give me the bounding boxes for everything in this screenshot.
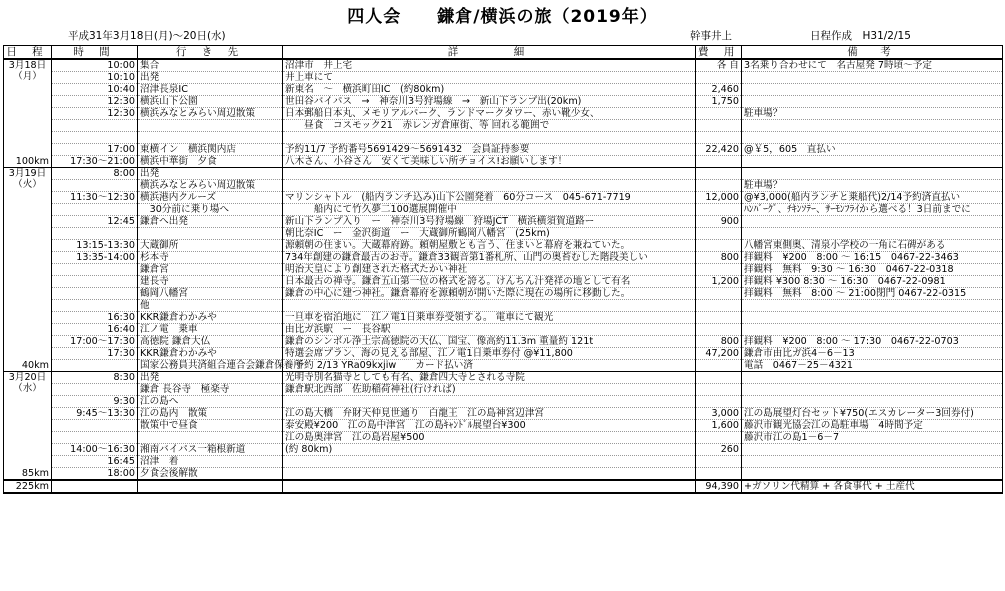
place-cell: 湘南バイパス一箱根新道: [138, 443, 283, 455]
cost-cell: [696, 72, 742, 84]
schedule-row: [4, 359, 1003, 371]
note-cell: [742, 299, 1003, 311]
time-cell: 10:40: [52, 84, 138, 96]
total-cost: 94,390: [696, 480, 742, 493]
time-cell: [52, 275, 138, 287]
place-cell: KKR鎌倉わかみや: [138, 347, 283, 359]
day-date: 3月19日: [8, 167, 47, 179]
schedule-row: [4, 155, 1003, 167]
cost-cell: [696, 203, 742, 215]
time-cell: [52, 179, 138, 191]
time-cell: 10:00: [52, 59, 138, 72]
schedule-row: [4, 347, 1003, 359]
cost-cell: [696, 227, 742, 239]
place-cell: 江ノ電 乗車: [138, 323, 283, 335]
time-cell: 17:30～21:00: [52, 155, 138, 167]
place-cell: 大蔵御所: [138, 239, 283, 251]
note-cell: 江の島展望灯台セット¥750(エスカレーター3回券付): [742, 407, 1003, 419]
schedule-row: [4, 167, 1003, 179]
total-note: +ガソリン代精算 + 各食事代 + 土産代: [742, 480, 1003, 493]
place-cell: 出発: [138, 167, 283, 179]
time-cell: 17:00: [52, 143, 138, 155]
detail-cell: 井上車にて: [283, 72, 696, 84]
document-title: 四人会 鎌倉/横浜の旅（2019年）: [347, 7, 658, 27]
note-cell: [742, 455, 1003, 467]
time-cell: 17:00～17:30: [52, 335, 138, 347]
schedule-row: [4, 251, 1003, 263]
schedule-row: [4, 467, 1003, 480]
time-cell: [52, 383, 138, 395]
time-cell: [52, 287, 138, 299]
detail-cell: 一旦車を宿泊地に 江ノ電1日乗車券受領する。 電車にて観光: [283, 311, 696, 323]
schedule-row: [4, 120, 1003, 132]
detail-cell: 日本最古の禅寺。鎌倉五山第一位の格式を誇る。けんちん汁発祥の地として有名: [283, 275, 696, 287]
note-cell: [742, 120, 1003, 132]
cost-cell: [696, 455, 742, 467]
cost-cell: [696, 395, 742, 407]
detail-cell: 沼津市 井上宅: [283, 59, 696, 72]
day-date: 3月18日: [8, 60, 47, 71]
detail-cell: 新東名 ～ 横浜町田IC (約80km): [283, 84, 696, 96]
cost-cell: 2,460: [696, 84, 742, 96]
detail-cell: 光明寺別名猫寺としても有名、鎌倉四大寺とされる寺院: [283, 371, 696, 383]
time-cell: [52, 299, 138, 311]
time-cell: 12:30: [52, 108, 138, 120]
time-cell: [52, 419, 138, 431]
note-cell: [742, 215, 1003, 227]
cost-cell: [696, 120, 742, 132]
schedule-row: [4, 311, 1003, 323]
detail-cell: 明治天皇により創建された格式たかい神社: [283, 263, 696, 275]
schedule-row: [4, 407, 1003, 419]
time-cell: [52, 431, 138, 443]
schedule-row: [4, 323, 1003, 335]
day-cell: [4, 59, 52, 167]
cost-cell: [696, 359, 742, 371]
place-cell: 横浜みなとみらい周辺散策: [138, 179, 283, 191]
place-cell: 出発: [138, 72, 283, 84]
time-cell: 9:30: [52, 395, 138, 407]
time-cell: 16:45: [52, 455, 138, 467]
time-cell: 16:30: [52, 311, 138, 323]
time-cell: 8:00: [52, 167, 138, 179]
created-date: 日程作成 H31/2/15: [810, 30, 911, 42]
time-cell: 16:40: [52, 323, 138, 335]
total-row: [4, 480, 1003, 493]
detail-cell: 昼食 コスモック21 赤レンガ倉庫街、等 回れる範囲で: [283, 120, 696, 132]
note-cell: [742, 395, 1003, 407]
detail-cell: 泰安殿¥200 江の島中津宮 江の島ｷｬﾝﾄﾞﾙ展望台¥300: [283, 419, 696, 431]
note-cell: ﾊﾝﾊﾞｰｸﾞ、ﾁｷﾝｿﾃｰ、ｻｰﾓﾝﾌﾗｲから選べる！3日前までに: [742, 203, 1003, 215]
day-of-week: （火）: [13, 178, 42, 190]
schedule-row: [4, 191, 1003, 203]
place-cell: 夕食会後解散: [138, 467, 283, 480]
place-cell: 集合: [138, 59, 283, 72]
schedule-row: [4, 179, 1003, 191]
schedule-row: [4, 227, 1003, 239]
note-cell: @¥3,000(船内ランチと乗船代)2/14予約済直払い: [742, 191, 1003, 203]
detail-cell: [283, 179, 696, 191]
detail-cell: 船内にて竹久夢二100選展開催中: [283, 203, 696, 215]
header-time: 時 間: [52, 46, 138, 60]
note-cell: [742, 84, 1003, 96]
place-cell: [138, 431, 283, 443]
schedule-row: [4, 287, 1003, 299]
day-of-week: （水）: [13, 382, 42, 394]
itinerary-table: [3, 45, 1003, 494]
cost-cell: [696, 167, 742, 179]
day-of-week: （月）: [13, 71, 42, 82]
note-cell: [742, 443, 1003, 455]
cost-cell: [696, 239, 742, 251]
note-cell: [742, 371, 1003, 383]
time-cell: [52, 263, 138, 275]
note-cell: 藤沢市江の島1－6－7: [742, 431, 1003, 443]
cost-cell: 1,600: [696, 419, 742, 431]
cost-cell: [696, 299, 742, 311]
cost-cell: [696, 323, 742, 335]
header-place: 行 き 先: [138, 46, 283, 60]
place-cell: 江の島内 散策: [138, 407, 283, 419]
detail-cell: [283, 132, 696, 144]
note-cell: 駐車場？: [742, 179, 1003, 191]
place-cell: 鎌倉へ出発: [138, 215, 283, 227]
detail-cell: 日本郵船日本丸、メモリアルパーク、ランドマークタワー、赤い靴少女、: [283, 108, 696, 120]
place-cell: 鎌倉 長谷寺 極楽寺: [138, 383, 283, 395]
cost-cell: [696, 383, 742, 395]
detail-cell: 江の島大橋 弁財天仲見世通り 白龍王 江の島神宮辺津宮: [283, 407, 696, 419]
note-cell: 拝観料 無料 9:30 ～ 16:30 0467-22-0318: [742, 263, 1003, 275]
schedule-row: [4, 371, 1003, 383]
place-cell: [138, 132, 283, 144]
day-distance: 100km: [15, 155, 49, 167]
day-distance: 40km: [21, 359, 49, 371]
cost-cell: 3,000: [696, 407, 742, 419]
schedule-row: [4, 72, 1003, 84]
schedule-row: [4, 108, 1003, 120]
cost-cell: [696, 371, 742, 383]
note-cell: 拝観料 ¥200 8:00 ～ 16:15 0467-22-3463: [742, 251, 1003, 263]
time-cell: [52, 359, 138, 371]
note-cell: 電話 0467－25－4321: [742, 359, 1003, 371]
note-cell: 駐車場？: [742, 108, 1003, 120]
schedule-row: [4, 275, 1003, 287]
trip-period: 平成31年3月18日(月)～20日(水): [68, 30, 226, 42]
note-cell: 拝観料 ¥300 8:30 ～ 16:30 0467-22-0981: [742, 275, 1003, 287]
cost-cell: 1,750: [696, 96, 742, 108]
time-cell: [52, 227, 138, 239]
place-cell: 鎌倉宮: [138, 263, 283, 275]
detail-cell: 江の島奥津宮 江の島岩屋¥500: [283, 431, 696, 443]
note-cell: [742, 96, 1003, 108]
cost-cell: 47,200: [696, 347, 742, 359]
place-cell: 杉本寺: [138, 251, 283, 263]
time-cell: 8:30: [52, 371, 138, 383]
schedule-row: [4, 335, 1003, 347]
detail-cell: (約 80km): [283, 443, 696, 455]
note-cell: 3名乗り合わせにて 名古屋発 7時頃～予定: [742, 59, 1003, 72]
note-cell: 藤沢市観光協会江の島駐車場 4時間予定: [742, 419, 1003, 431]
schedule-row: [4, 383, 1003, 395]
cost-cell: 260: [696, 443, 742, 455]
cost-cell: [696, 431, 742, 443]
time-cell: 13:35-14:00: [52, 251, 138, 263]
detail-cell: [283, 395, 696, 407]
detail-cell: [283, 467, 696, 480]
detail-cell: [283, 167, 696, 179]
schedule-row: [4, 431, 1003, 443]
place-cell: 高徳院 鎌倉大仏: [138, 335, 283, 347]
cost-cell: [696, 108, 742, 120]
note-cell: [742, 72, 1003, 84]
day-distance: 85km: [21, 467, 49, 479]
cost-cell: 1,200: [696, 275, 742, 287]
organizer: 幹事井上: [690, 30, 732, 42]
detail-cell: 鎌倉のシンボル浄土宗高徳院の大仏、国宝、像高約11.3m 重量約 121t: [283, 335, 696, 347]
time-cell: 18:00: [52, 467, 138, 480]
time-cell: 17:30: [52, 347, 138, 359]
cost-cell: 22,420: [696, 143, 742, 155]
schedule-row: [4, 455, 1003, 467]
header-cost: 費 用: [696, 46, 742, 60]
time-cell: 12:45: [52, 215, 138, 227]
place-cell: 鶴岡八幡宮: [138, 287, 283, 299]
place-cell: 江の島へ: [138, 395, 283, 407]
place-cell: 横浜中華街 夕食: [138, 155, 283, 167]
time-cell: [52, 203, 138, 215]
place-cell: 散策中で昼食: [138, 419, 283, 431]
detail-cell: 新山下ランプ入り ー 神奈川3号狩場線 狩場JCT 横浜横須賀道路ー: [283, 215, 696, 227]
day-cell: [4, 371, 52, 480]
cost-cell: 12,000: [696, 191, 742, 203]
note-cell: [742, 467, 1003, 480]
detail-cell: 朝比奈IC ー 金沢街道 ー 大蔵御所鶴岡八幡宮 (25km): [283, 227, 696, 239]
place-cell: 東横イン 横浜関内店: [138, 143, 283, 155]
place-cell: 30分前に乗り場へ: [138, 203, 283, 215]
place-cell: KKR鎌倉わかみや: [138, 311, 283, 323]
schedule-row: [4, 143, 1003, 155]
header-row: [4, 46, 1003, 60]
time-cell: 12:30: [52, 96, 138, 108]
note-cell: 鎌倉市由比ガ浜4－6－13: [742, 347, 1003, 359]
schedule-row: [4, 299, 1003, 311]
cost-cell: [696, 287, 742, 299]
detail-cell: 予約11/7 予約番号5691429～5691432 会員証持参要: [283, 143, 696, 155]
cost-cell: [696, 311, 742, 323]
schedule-row: [4, 443, 1003, 455]
time-cell: [52, 132, 138, 144]
header-detail: 詳 細: [283, 46, 696, 60]
cost-cell: [696, 263, 742, 275]
note-cell: [742, 383, 1003, 395]
note-cell: [742, 167, 1003, 179]
note-cell: [742, 155, 1003, 167]
header-note: 備 考: [742, 46, 1003, 60]
schedule-row: [4, 96, 1003, 108]
place-cell: 建長寺: [138, 275, 283, 287]
place-cell: 横浜みなとみらい周辺散策: [138, 108, 283, 120]
place-cell: 沼津 着: [138, 455, 283, 467]
cost-cell: [696, 179, 742, 191]
schedule-row: [4, 239, 1003, 251]
time-cell: 10:10: [52, 72, 138, 84]
place-cell: 横浜港内クルーズ: [138, 191, 283, 203]
detail-cell: 予約 2/13 YRa09kxjiw カード払い済: [283, 359, 696, 371]
time-cell: 9:45～13:30: [52, 407, 138, 419]
note-cell: 八幡宮東側奥、清泉小学校の一角に石碑がある: [742, 239, 1003, 251]
note-cell: 拝観料 ¥200 8:00 ～ 17:30 0467-22-0703: [742, 335, 1003, 347]
place-cell: [138, 227, 283, 239]
cost-cell: 800: [696, 335, 742, 347]
schedule-row: [4, 59, 1003, 72]
cost-cell: [696, 132, 742, 144]
place-cell: 出発: [138, 371, 283, 383]
detail-cell: 由比ガ浜駅 ー 長谷駅: [283, 323, 696, 335]
day-cell: [4, 167, 52, 371]
place-cell: 横浜山下公園: [138, 96, 283, 108]
place-cell: 他: [138, 299, 283, 311]
day-date: 3月20日: [8, 371, 47, 383]
note-cell: 拝観料 無料 8:00 ～ 21:00閉門 0467-22-0315: [742, 287, 1003, 299]
schedule-row: [4, 215, 1003, 227]
note-cell: [742, 132, 1003, 144]
schedule-row: [4, 395, 1003, 407]
schedule-row: [4, 263, 1003, 275]
detail-cell: [283, 455, 696, 467]
schedule-row: [4, 203, 1003, 215]
detail-cell: [283, 299, 696, 311]
schedule-row: [4, 84, 1003, 96]
cost-cell: [696, 467, 742, 480]
cost-cell: 900: [696, 215, 742, 227]
time-cell: [52, 120, 138, 132]
header-day: 日 程: [4, 46, 52, 60]
place-cell: [138, 120, 283, 132]
note-cell: [742, 323, 1003, 335]
detail-cell: 世田谷バイパス → 神奈川3号狩場線 → 新山下ランプ出(20km): [283, 96, 696, 108]
cost-cell: 800: [696, 251, 742, 263]
cost-cell: [696, 155, 742, 167]
note-cell: [742, 311, 1003, 323]
detail-cell: マリンシャトル (船内ランチ込み)山下公園発着 60分コース 045-671-7719: [283, 191, 696, 203]
total-distance: 225km: [4, 480, 52, 493]
detail-cell: 特選会席プラン、海の見える部屋、江ノ電1日乗車券付 @¥11,800: [283, 347, 696, 359]
detail-cell: 鎌倉駅北西部 佐助稲荷神社(行ければ): [283, 383, 696, 395]
detail-cell: 八木さん、小谷さん 安くて美味しい所チョイス!お願いします！: [283, 155, 696, 167]
note-cell: @￥5，605 直払い: [742, 143, 1003, 155]
schedule-row: [4, 419, 1003, 431]
time-cell: 11:30～12:30: [52, 191, 138, 203]
place-cell: 国家公務員共済組合連合会鎌倉保養所: [138, 359, 283, 371]
schedule-row: [4, 132, 1003, 144]
note-cell: [742, 227, 1003, 239]
detail-cell: 源頼朝の住まい。大蔵幕府跡。頼朝屋敷とも言う、住まいと幕府を兼ねていた。: [283, 239, 696, 251]
place-cell: 沼津長泉IC: [138, 84, 283, 96]
time-cell: 13:15-13:30: [52, 239, 138, 251]
cost-cell: 各 自: [696, 59, 742, 72]
detail-cell: 734年創建の鎌倉最古のお寺。鎌倉33観音第1番札所、山門の奥苔むした階段美しい: [283, 251, 696, 263]
time-cell: 14:00～16:30: [52, 443, 138, 455]
detail-cell: 鎌倉の中心に建つ神社。鎌倉幕府を源頼朝が開いた際に現在の場所に移動した。: [283, 287, 696, 299]
